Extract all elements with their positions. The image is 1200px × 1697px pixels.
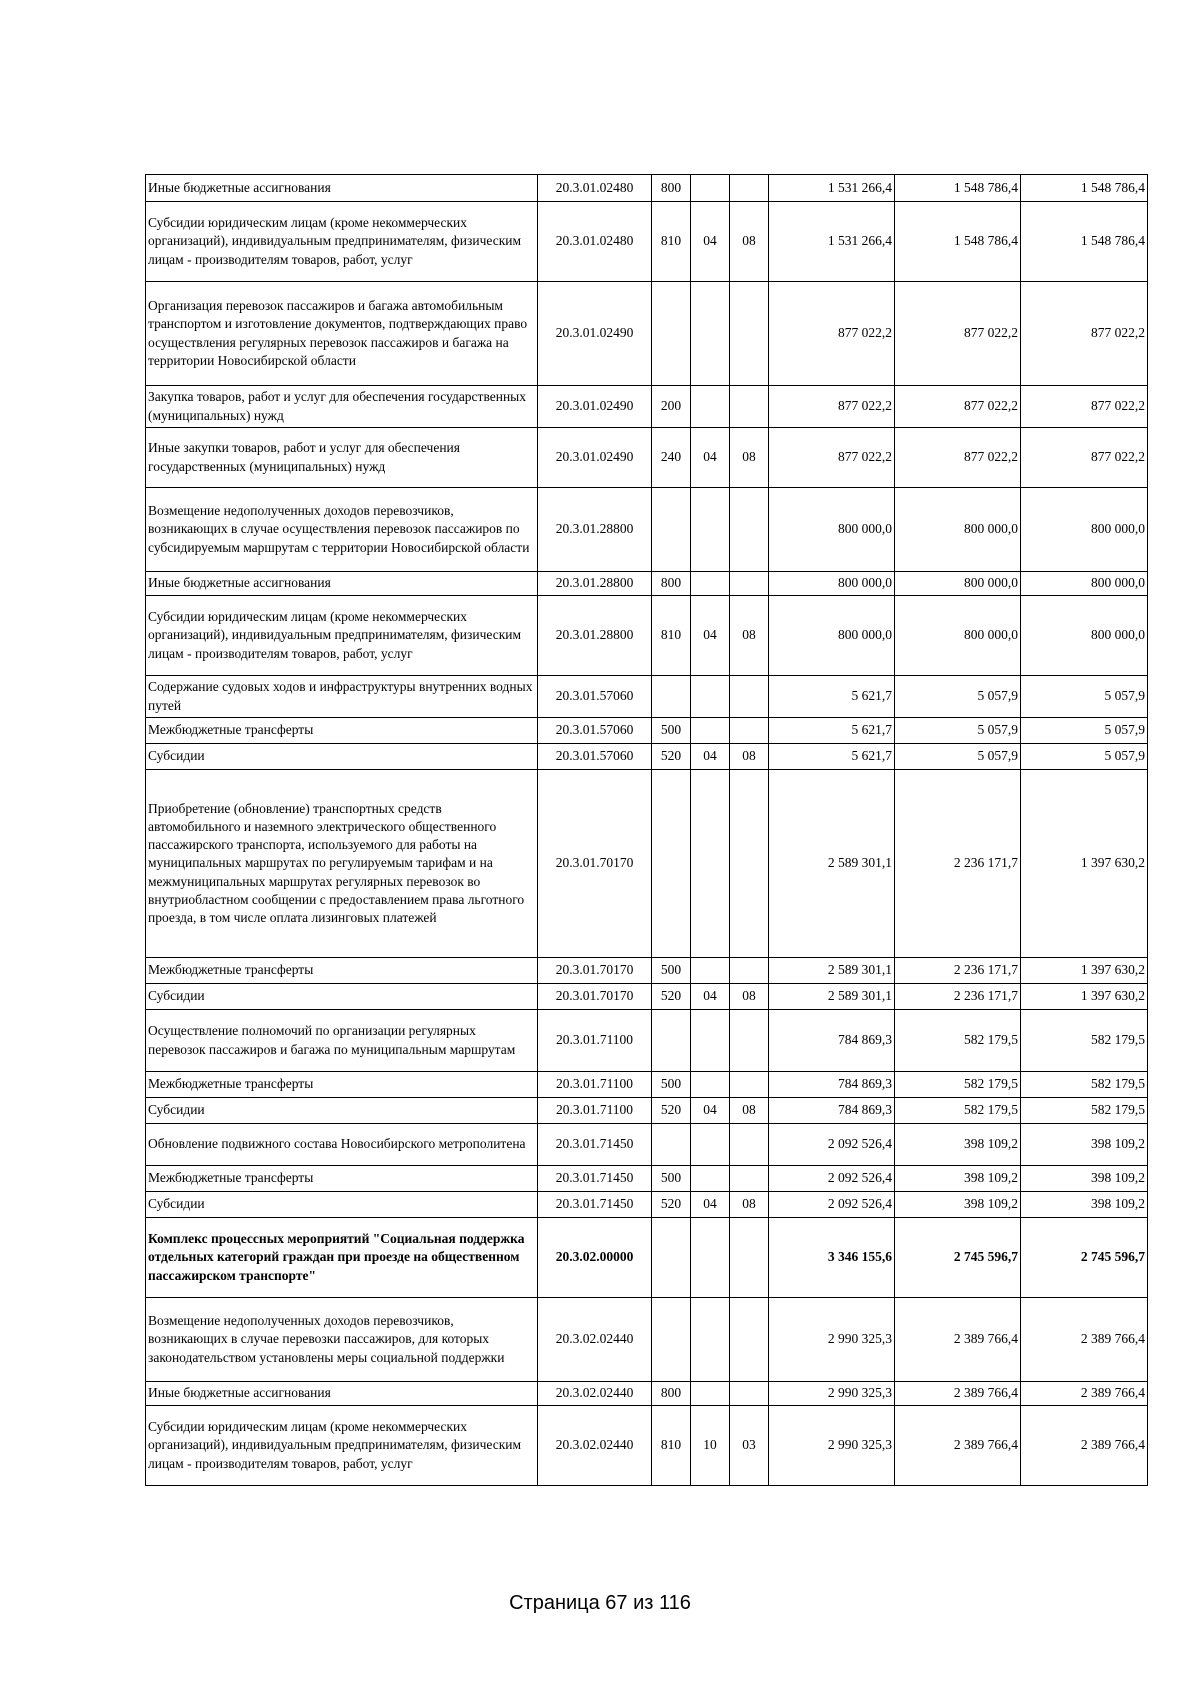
subsection-cell xyxy=(730,958,769,984)
row-name-cell: Приобретение (обновление) транспортных средств автомобильного и наземного электрического общественного пассажирского транспорта, используемого для работы на муниципальных маршрутах по регулируемым тарифам и на межмуниципальных маршрутах регулярных перевозок во внутриобластном сообщении с предоставлением права льготного проезда, в том числе оплата лизинговых платежей xyxy=(146,770,538,958)
row-name-cell: Иные бюджетные ассигнования xyxy=(146,175,538,202)
expense-type-cell: 520 xyxy=(652,1098,691,1124)
row-name-cell: Межбюджетные трансферты xyxy=(146,1072,538,1098)
expense-type-cell: 500 xyxy=(652,718,691,744)
target-code-cell: 20.3.01.28800 xyxy=(538,572,652,596)
amount-year-2-cell: 398 109,2 xyxy=(895,1124,1021,1166)
subsection-cell: 03 xyxy=(730,1406,769,1486)
section-cell: 10 xyxy=(691,1406,730,1486)
subsection-cell xyxy=(730,175,769,202)
subsection-cell xyxy=(730,1166,769,1192)
section-cell xyxy=(691,1010,730,1072)
section-cell xyxy=(691,1166,730,1192)
section-cell: 04 xyxy=(691,428,730,488)
amount-year-3-cell: 877 022,2 xyxy=(1021,282,1148,386)
amount-year-2-cell: 582 179,5 xyxy=(895,1072,1021,1098)
section-cell: 04 xyxy=(691,596,730,676)
amount-year-3-cell: 398 109,2 xyxy=(1021,1124,1148,1166)
expense-type-cell xyxy=(652,1124,691,1166)
table-row xyxy=(146,1166,1148,1192)
row-name-cell: Межбюджетные трансферты xyxy=(146,718,538,744)
amount-year-3-cell: 800 000,0 xyxy=(1021,596,1148,676)
table-row xyxy=(146,770,1148,958)
target-code-cell: 20.3.01.28800 xyxy=(538,488,652,572)
amount-year-2-cell: 2 389 766,4 xyxy=(895,1406,1021,1486)
target-code-cell: 20.3.01.71100 xyxy=(538,1010,652,1072)
amount-year-2-cell: 1 548 786,4 xyxy=(895,175,1021,202)
page-number: Страница 67 из 116 xyxy=(509,1592,691,1614)
amount-year-3-cell: 2 389 766,4 xyxy=(1021,1382,1148,1406)
section-cell xyxy=(691,572,730,596)
target-code-cell: 20.3.01.70170 xyxy=(538,958,652,984)
row-name-cell: Организация перевозок пассажиров и багажа автомобильным транспортом и изготовление документов, подтверждающих право осуществления регулярных перевозок пассажиров и багажа на территории Новосибирской области xyxy=(146,282,538,386)
amount-year-2-cell: 2 389 766,4 xyxy=(895,1382,1021,1406)
amount-year-2-cell: 2 389 766,4 xyxy=(895,1298,1021,1382)
row-name-cell: Субсидии xyxy=(146,1192,538,1218)
amount-year-2-cell: 5 057,9 xyxy=(895,676,1021,718)
table-row xyxy=(146,202,1148,282)
subsection-cell xyxy=(730,1382,769,1406)
amount-year-3-cell: 1 548 786,4 xyxy=(1021,175,1148,202)
section-cell xyxy=(691,770,730,958)
row-name-cell: Закупка товаров, работ и услуг для обеспечения государственных (муниципальных) нужд xyxy=(146,386,538,428)
budget-table xyxy=(145,174,1148,1486)
amount-year-2-cell: 2 236 171,7 xyxy=(895,958,1021,984)
amount-year-3-cell: 5 057,9 xyxy=(1021,718,1148,744)
amount-year-3-cell: 2 745 596,7 xyxy=(1021,1218,1148,1298)
target-code-cell: 20.3.01.71100 xyxy=(538,1098,652,1124)
subsection-cell xyxy=(730,572,769,596)
subsection-cell xyxy=(730,718,769,744)
target-code-cell: 20.3.02.02440 xyxy=(538,1298,652,1382)
amount-year-1-cell: 5 621,7 xyxy=(769,744,895,770)
table-row xyxy=(146,596,1148,676)
amount-year-1-cell: 1 531 266,4 xyxy=(769,202,895,282)
target-code-cell: 20.3.02.00000 xyxy=(538,1218,652,1298)
amount-year-2-cell: 398 109,2 xyxy=(895,1166,1021,1192)
amount-year-1-cell: 2 092 526,4 xyxy=(769,1192,895,1218)
amount-year-2-cell: 2 236 171,7 xyxy=(895,770,1021,958)
amount-year-2-cell: 877 022,2 xyxy=(895,386,1021,428)
expense-type-cell: 200 xyxy=(652,386,691,428)
subsection-cell xyxy=(730,386,769,428)
expense-type-cell xyxy=(652,1298,691,1382)
section-cell: 04 xyxy=(691,1192,730,1218)
amount-year-2-cell: 2 745 596,7 xyxy=(895,1218,1021,1298)
target-code-cell: 20.3.01.57060 xyxy=(538,744,652,770)
subsection-cell xyxy=(730,282,769,386)
expense-type-cell: 520 xyxy=(652,744,691,770)
expense-type-cell: 810 xyxy=(652,202,691,282)
expense-type-cell: 520 xyxy=(652,1192,691,1218)
expense-type-cell xyxy=(652,1010,691,1072)
table-row xyxy=(146,1010,1148,1072)
subsection-cell xyxy=(730,1298,769,1382)
table-row xyxy=(146,1382,1148,1406)
subsection-cell: 08 xyxy=(730,1192,769,1218)
row-name-cell: Субсидии юридическим лицам (кроме некоммерческих организаций), индивидуальным предпринимателям, физическим лицам - производителям товаров, работ, услуг xyxy=(146,596,538,676)
target-code-cell: 20.3.01.02490 xyxy=(538,386,652,428)
table-row xyxy=(146,175,1148,202)
target-code-cell: 20.3.01.71450 xyxy=(538,1166,652,1192)
amount-year-3-cell: 582 179,5 xyxy=(1021,1072,1148,1098)
row-name-cell: Осуществление полномочий по организации регулярных перевозок пассажиров и багажа по муниципальным маршрутам xyxy=(146,1010,538,1072)
amount-year-3-cell: 398 109,2 xyxy=(1021,1192,1148,1218)
amount-year-3-cell: 877 022,2 xyxy=(1021,386,1148,428)
expense-type-cell: 240 xyxy=(652,428,691,488)
row-name-cell: Иные бюджетные ассигнования xyxy=(146,572,538,596)
section-cell xyxy=(691,1298,730,1382)
subsection-cell xyxy=(730,1072,769,1098)
table-row xyxy=(146,1298,1148,1382)
amount-year-1-cell: 800 000,0 xyxy=(769,596,895,676)
amount-year-1-cell: 2 589 301,1 xyxy=(769,984,895,1010)
section-cell: 04 xyxy=(691,1098,730,1124)
subsection-cell: 08 xyxy=(730,744,769,770)
table-row xyxy=(146,1192,1148,1218)
table-row xyxy=(146,984,1148,1010)
row-name-cell: Межбюджетные трансферты xyxy=(146,958,538,984)
section-cell xyxy=(691,1072,730,1098)
section-cell: 04 xyxy=(691,744,730,770)
row-name-cell: Субсидии xyxy=(146,984,538,1010)
amount-year-1-cell: 877 022,2 xyxy=(769,386,895,428)
target-code-cell: 20.3.01.02490 xyxy=(538,282,652,386)
amount-year-1-cell: 784 869,3 xyxy=(769,1010,895,1072)
amount-year-1-cell: 2 990 325,3 xyxy=(769,1298,895,1382)
amount-year-2-cell: 5 057,9 xyxy=(895,744,1021,770)
amount-year-1-cell: 1 531 266,4 xyxy=(769,175,895,202)
subsection-cell xyxy=(730,1218,769,1298)
table-row xyxy=(146,488,1148,572)
amount-year-3-cell: 2 389 766,4 xyxy=(1021,1406,1148,1486)
table-row xyxy=(146,744,1148,770)
subsection-cell xyxy=(730,1124,769,1166)
target-code-cell: 20.3.01.71100 xyxy=(538,1072,652,1098)
expense-type-cell: 800 xyxy=(652,175,691,202)
row-name-cell: Межбюджетные трансферты xyxy=(146,1166,538,1192)
expense-type-cell: 810 xyxy=(652,1406,691,1486)
expense-type-cell: 500 xyxy=(652,958,691,984)
expense-type-cell: 520 xyxy=(652,984,691,1010)
amount-year-3-cell: 582 179,5 xyxy=(1021,1010,1148,1072)
amount-year-3-cell: 877 022,2 xyxy=(1021,428,1148,488)
amount-year-2-cell: 582 179,5 xyxy=(895,1098,1021,1124)
section-cell: 04 xyxy=(691,202,730,282)
target-code-cell: 20.3.01.02490 xyxy=(538,428,652,488)
expense-type-cell: 500 xyxy=(652,1072,691,1098)
subsection-cell: 08 xyxy=(730,1098,769,1124)
row-name-cell: Возмещение недополученных доходов перевозчиков, возникающих в случае осуществления перевозок пассажиров по субсидируемым маршрутам с территории Новосибирской области xyxy=(146,488,538,572)
row-name-cell: Возмещение недополученных доходов перевозчиков, возникающих в случае перевозки пассажиров, для которых законодательством установлены меры социальной поддержки xyxy=(146,1298,538,1382)
table-row xyxy=(146,1218,1148,1298)
amount-year-1-cell: 2 092 526,4 xyxy=(769,1124,895,1166)
table-row xyxy=(146,1406,1148,1486)
subsection-cell xyxy=(730,488,769,572)
expense-type-cell: 500 xyxy=(652,1166,691,1192)
amount-year-1-cell: 2 589 301,1 xyxy=(769,770,895,958)
row-name-cell: Комплекс процессных мероприятий "Социальная поддержка отдельных категорий граждан при проезде на общественном пассажирском транспорте" xyxy=(146,1218,538,1298)
table-row xyxy=(146,1098,1148,1124)
table-row xyxy=(146,718,1148,744)
target-code-cell: 20.3.01.70170 xyxy=(538,770,652,958)
expense-type-cell xyxy=(652,282,691,386)
amount-year-1-cell: 877 022,2 xyxy=(769,282,895,386)
row-name-cell: Субсидии xyxy=(146,744,538,770)
table-row xyxy=(146,282,1148,386)
target-code-cell: 20.3.01.57060 xyxy=(538,718,652,744)
row-name-cell: Обновление подвижного состава Новосибирского метрополитена xyxy=(146,1124,538,1166)
budget-table-body xyxy=(146,175,1148,1486)
section-cell xyxy=(691,1124,730,1166)
section-cell xyxy=(691,958,730,984)
expense-type-cell: 800 xyxy=(652,1382,691,1406)
row-name-cell: Субсидии xyxy=(146,1098,538,1124)
amount-year-2-cell: 800 000,0 xyxy=(895,596,1021,676)
section-cell xyxy=(691,175,730,202)
section-cell: 04 xyxy=(691,984,730,1010)
table-row xyxy=(146,572,1148,596)
amount-year-1-cell: 2 990 325,3 xyxy=(769,1382,895,1406)
row-name-cell: Иные бюджетные ассигнования xyxy=(146,1382,538,1406)
amount-year-1-cell: 784 869,3 xyxy=(769,1098,895,1124)
amount-year-3-cell: 398 109,2 xyxy=(1021,1166,1148,1192)
section-cell xyxy=(691,488,730,572)
amount-year-1-cell: 2 589 301,1 xyxy=(769,958,895,984)
row-name-cell: Субсидии юридическим лицам (кроме некоммерческих организаций), индивидуальным предпринимателям, физическим лицам - производителям товаров, работ, услуг xyxy=(146,1406,538,1486)
amount-year-3-cell: 1 397 630,2 xyxy=(1021,958,1148,984)
section-cell xyxy=(691,676,730,718)
subsection-cell: 08 xyxy=(730,428,769,488)
expense-type-cell xyxy=(652,770,691,958)
amount-year-3-cell: 1 397 630,2 xyxy=(1021,984,1148,1010)
amount-year-1-cell: 800 000,0 xyxy=(769,572,895,596)
section-cell xyxy=(691,718,730,744)
subsection-cell: 08 xyxy=(730,596,769,676)
amount-year-1-cell: 877 022,2 xyxy=(769,428,895,488)
target-code-cell: 20.3.02.02440 xyxy=(538,1382,652,1406)
amount-year-2-cell: 582 179,5 xyxy=(895,1010,1021,1072)
amount-year-3-cell: 800 000,0 xyxy=(1021,488,1148,572)
table-row xyxy=(146,386,1148,428)
subsection-cell xyxy=(730,676,769,718)
amount-year-1-cell: 784 869,3 xyxy=(769,1072,895,1098)
amount-year-3-cell: 5 057,9 xyxy=(1021,676,1148,718)
amount-year-2-cell: 877 022,2 xyxy=(895,282,1021,386)
subsection-cell: 08 xyxy=(730,984,769,1010)
expense-type-cell xyxy=(652,676,691,718)
amount-year-2-cell: 877 022,2 xyxy=(895,428,1021,488)
table-row xyxy=(146,676,1148,718)
section-cell xyxy=(691,1382,730,1406)
subsection-cell xyxy=(730,770,769,958)
row-name-cell: Иные закупки товаров, работ и услуг для обеспечения государственных (муниципальных) нужд xyxy=(146,428,538,488)
table-row xyxy=(146,958,1148,984)
target-code-cell: 20.3.01.02480 xyxy=(538,175,652,202)
target-code-cell: 20.3.01.28800 xyxy=(538,596,652,676)
amount-year-3-cell: 1 397 630,2 xyxy=(1021,770,1148,958)
expense-type-cell xyxy=(652,1218,691,1298)
target-code-cell: 20.3.01.57060 xyxy=(538,676,652,718)
amount-year-2-cell: 2 236 171,7 xyxy=(895,984,1021,1010)
target-code-cell: 20.3.01.71450 xyxy=(538,1124,652,1166)
amount-year-3-cell: 582 179,5 xyxy=(1021,1098,1148,1124)
subsection-cell xyxy=(730,1010,769,1072)
target-code-cell: 20.3.01.02480 xyxy=(538,202,652,282)
amount-year-2-cell: 5 057,9 xyxy=(895,718,1021,744)
amount-year-1-cell: 5 621,7 xyxy=(769,676,895,718)
table-row xyxy=(146,1072,1148,1098)
amount-year-1-cell: 2 990 325,3 xyxy=(769,1406,895,1486)
expense-type-cell: 800 xyxy=(652,572,691,596)
table-row xyxy=(146,1124,1148,1166)
amount-year-3-cell: 2 389 766,4 xyxy=(1021,1298,1148,1382)
amount-year-2-cell: 1 548 786,4 xyxy=(895,202,1021,282)
amount-year-2-cell: 800 000,0 xyxy=(895,488,1021,572)
table-row xyxy=(146,428,1148,488)
row-name-cell: Содержание судовых ходов и инфраструктуры внутренних водных путей xyxy=(146,676,538,718)
amount-year-3-cell: 5 057,9 xyxy=(1021,744,1148,770)
expense-type-cell xyxy=(652,488,691,572)
amount-year-1-cell: 3 346 155,6 xyxy=(769,1218,895,1298)
target-code-cell: 20.3.02.02440 xyxy=(538,1406,652,1486)
amount-year-3-cell: 800 000,0 xyxy=(1021,572,1148,596)
amount-year-2-cell: 800 000,0 xyxy=(895,572,1021,596)
amount-year-1-cell: 800 000,0 xyxy=(769,488,895,572)
amount-year-1-cell: 2 092 526,4 xyxy=(769,1166,895,1192)
amount-year-1-cell: 5 621,7 xyxy=(769,718,895,744)
target-code-cell: 20.3.01.70170 xyxy=(538,984,652,1010)
target-code-cell: 20.3.01.71450 xyxy=(538,1192,652,1218)
expense-type-cell: 810 xyxy=(652,596,691,676)
row-name-cell: Субсидии юридическим лицам (кроме некоммерческих организаций), индивидуальным предпринимателям, физическим лицам - производителям товаров, работ, услуг xyxy=(146,202,538,282)
amount-year-3-cell: 1 548 786,4 xyxy=(1021,202,1148,282)
section-cell xyxy=(691,1218,730,1298)
subsection-cell: 08 xyxy=(730,202,769,282)
amount-year-2-cell: 398 109,2 xyxy=(895,1192,1021,1218)
section-cell xyxy=(691,386,730,428)
section-cell xyxy=(691,282,730,386)
